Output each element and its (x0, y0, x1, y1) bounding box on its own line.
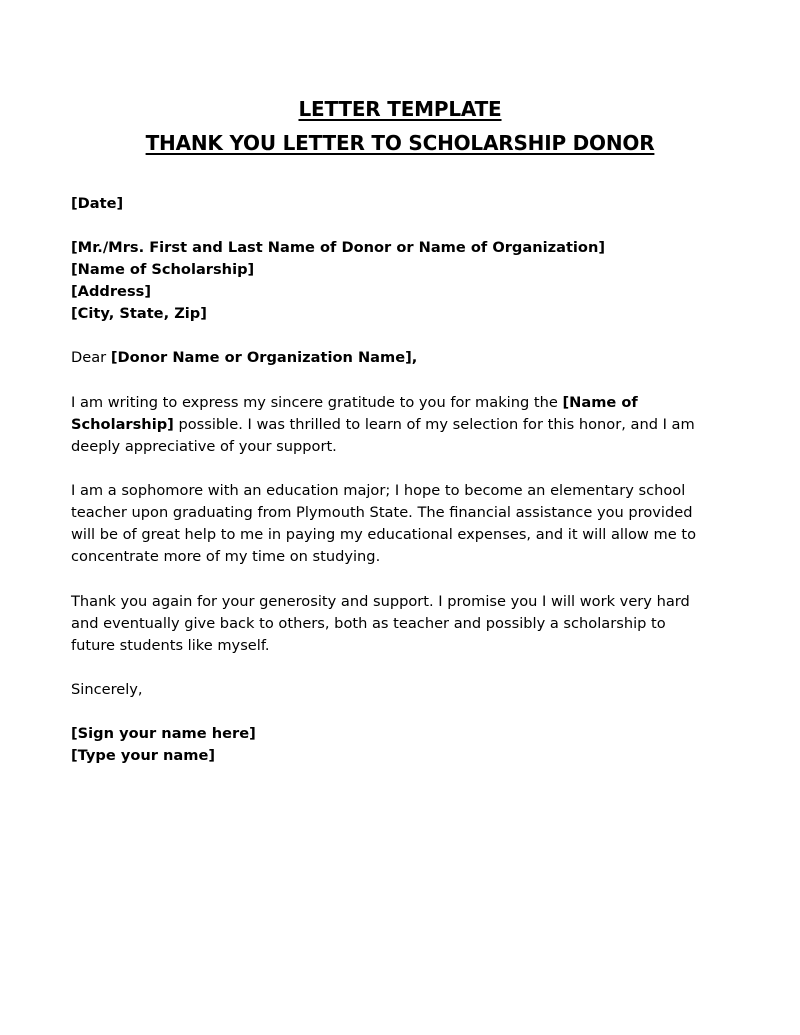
paragraph-gratitude (71, 392, 731, 458)
recipient-address: [Address] (71, 283, 151, 300)
salutation-name: [Donor Name or Organization Name], (110, 349, 418, 366)
paragraph-line: I am a sophomore with an education major; I hope to become an elementary school (71, 482, 686, 499)
scholarship-name: [Name of Scholarship] (71, 261, 255, 278)
paragraph-line: teacher upon graduating from Plymouth State. The financial assistance you provided (71, 504, 693, 521)
paragraph-line: Thank you again for your generosity and support. I promise you I will work very hard (71, 593, 690, 610)
paragraph-text: I am writing to express my sincere gratitude to you for making the (71, 394, 563, 411)
paragraph-background (71, 480, 731, 568)
recipient-address-block (71, 237, 731, 325)
paragraph-line (71, 414, 731, 436)
typed-name-placeholder: [Type your name] (71, 747, 216, 764)
scholarship-placeholder: [Name of (562, 394, 638, 411)
paragraph-text: possible. I was thrilled to learn of my selection for this honor, and I am (173, 416, 695, 433)
paragraph-line (71, 392, 731, 414)
paragraph-line: future students like myself. (71, 637, 270, 654)
paragraph-line: deeply appreciative of your support. (71, 438, 337, 455)
signature-placeholder: [Sign your name here] (71, 725, 256, 742)
scholarship-placeholder: Scholarship] (71, 416, 174, 433)
signature-block (71, 723, 731, 767)
paragraph-thanks (71, 591, 731, 657)
salutation-prefix: Dear (71, 349, 111, 366)
document-subtitle: THANK YOU LETTER TO SCHOLARSHIP DONOR (145, 131, 655, 155)
paragraph-line: and eventually give back to others, both as teacher and possibly a scholarship to (71, 615, 666, 632)
recipient-name: [Mr./Mrs. First and Last Name of Donor or Name of Organization] (71, 239, 606, 256)
document-title: LETTER TEMPLATE (298, 97, 502, 121)
salutation (71, 347, 731, 369)
closing: Sincerely, (71, 681, 143, 698)
date-placeholder: [Date] (71, 195, 124, 212)
recipient-city-state-zip: [City, State, Zip] (71, 305, 207, 322)
paragraph-line: will be of great help to me in paying my educational expenses, and it will allow me to (71, 526, 696, 543)
paragraph-line: concentrate more of my time on studying. (71, 548, 381, 565)
